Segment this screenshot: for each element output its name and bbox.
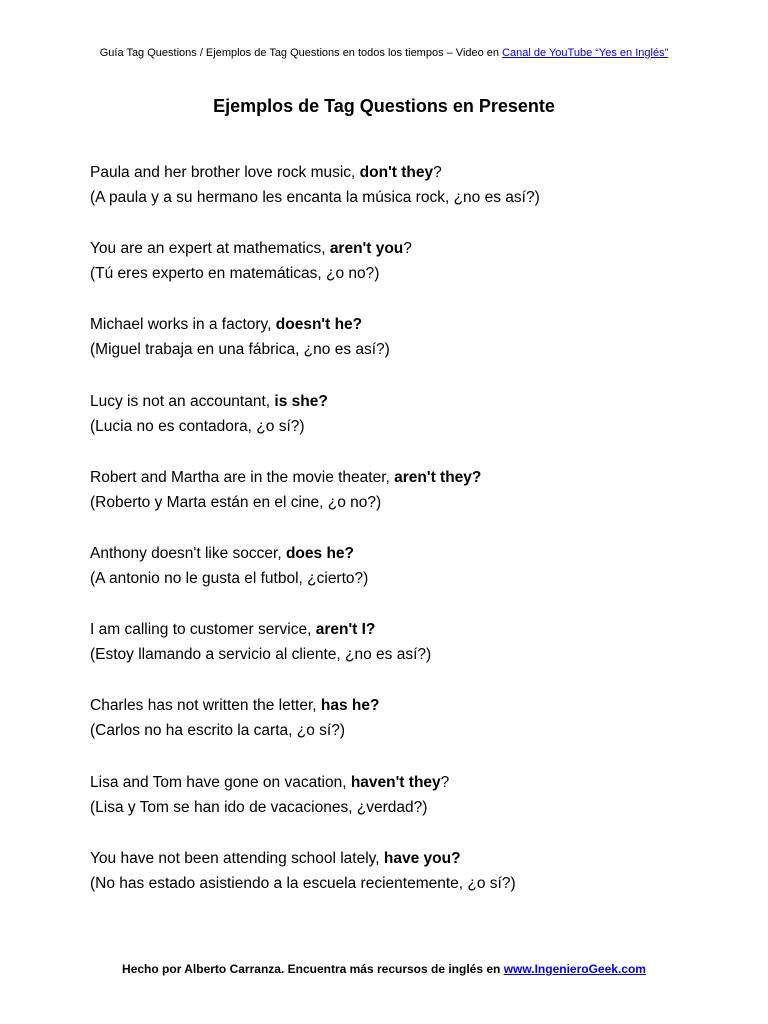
spanish-translation: (Carlos no ha escrito la carta, ¿o sí?) bbox=[90, 722, 345, 740]
example-item bbox=[90, 693, 730, 769]
example-item bbox=[90, 312, 730, 388]
example-item bbox=[90, 160, 730, 236]
question-tag: aren't you bbox=[329, 240, 404, 258]
english-sentence: Paula and her brother love rock music, don't they? bbox=[90, 164, 442, 181]
question-tag: have you? bbox=[383, 849, 461, 867]
english-sentence: You have not been attending school lately, have you? bbox=[90, 849, 461, 867]
question-tag: does he? bbox=[285, 544, 355, 562]
question-tag: aren't they? bbox=[394, 468, 482, 486]
example-item bbox=[90, 617, 730, 693]
footer-text: Hecho por Alberto Carranza. Encuentra más recursos de inglés en bbox=[122, 962, 504, 976]
example-item bbox=[90, 541, 730, 617]
english-sentence: I am calling to customer service, aren't I? bbox=[90, 621, 376, 639]
question-tag: aren't I? bbox=[315, 621, 376, 639]
english-sentence: Robert and Martha are in the movie theater, aren't they? bbox=[90, 468, 482, 486]
english-sentence: Lisa and Tom have gone on vacation, haven't they? bbox=[90, 773, 450, 791]
spanish-translation: (Lucia no es contadora, ¿o sí?) bbox=[90, 417, 305, 435]
page-title: Ejemplos de Tag Questions en Presente bbox=[213, 96, 555, 116]
english-sentence: Charles has not written the letter, has he? bbox=[90, 697, 380, 715]
example-item bbox=[90, 389, 730, 465]
spanish-translation: (Miguel trabaja en una fábrica, ¿no es así?) bbox=[90, 341, 390, 359]
spanish-translation: (A paula y a su hermano les encanta la música rock, ¿no es así?) bbox=[90, 189, 540, 206]
spanish-translation: (A antonio no le gusta el futbol, ¿cierto?) bbox=[90, 569, 369, 587]
spanish-translation: (Estoy llamando a servicio al cliente, ¿no es así?) bbox=[90, 646, 432, 664]
page-header bbox=[0, 46, 768, 60]
youtube-channel-link[interactable]: Canal de YouTube “Yes en Inglés” bbox=[502, 47, 669, 59]
english-sentence: Lucy is not an accountant, is she? bbox=[90, 392, 328, 410]
page-footer bbox=[0, 961, 768, 977]
english-sentence: You are an expert at mathematics, aren't you? bbox=[90, 240, 412, 258]
header-text: Guía Tag Questions / Ejemplos de Tag Questions en todos los tiempos – Video en bbox=[99, 47, 503, 59]
website-link[interactable]: www.IngenieroGeek.com bbox=[503, 962, 646, 976]
question-tag: is she? bbox=[274, 392, 328, 410]
example-item bbox=[90, 770, 730, 846]
spanish-translation: (Lisa y Tom se han ido de vacaciones, ¿verdad?) bbox=[90, 798, 428, 816]
question-tag: don't they bbox=[359, 164, 434, 181]
example-item bbox=[90, 846, 730, 922]
english-sentence: Michael works in a factory, doesn't he? bbox=[90, 316, 363, 334]
spanish-translation: (No has estado asistiendo a la escuela recientemente, ¿o sí?) bbox=[90, 874, 516, 892]
examples-list bbox=[90, 160, 730, 922]
example-item bbox=[90, 465, 730, 541]
example-item bbox=[90, 236, 730, 312]
question-tag: doesn't he? bbox=[275, 316, 363, 334]
english-sentence: Anthony doesn't like soccer, does he? bbox=[90, 544, 355, 562]
question-tag: has he? bbox=[320, 697, 380, 715]
spanish-translation: (Roberto y Marta están en el cine, ¿o no?) bbox=[90, 493, 382, 511]
spanish-translation: (Tú eres experto en matemáticas, ¿o no?) bbox=[90, 265, 380, 283]
question-tag: haven't they bbox=[350, 773, 441, 791]
